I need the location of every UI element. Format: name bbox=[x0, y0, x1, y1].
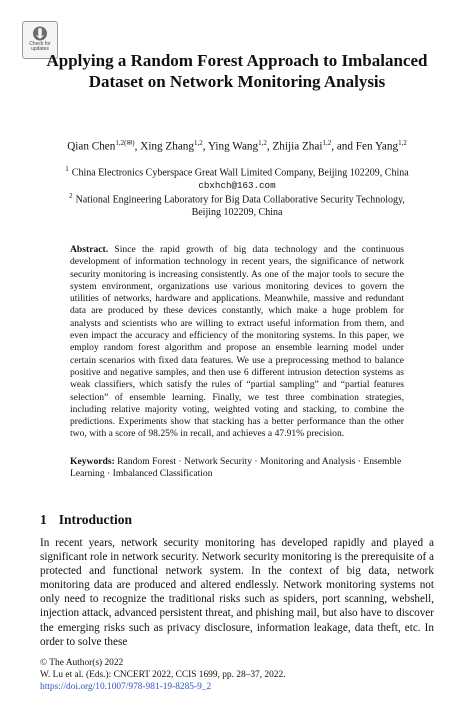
author-separator: , and bbox=[331, 140, 356, 153]
affiliation-2-city: Beijing 102209, China bbox=[191, 206, 283, 218]
author-affiliation-marker: 1,2 bbox=[194, 139, 203, 147]
section-title: Introduction bbox=[58, 512, 133, 527]
section-heading bbox=[40, 512, 132, 528]
author-list bbox=[20, 136, 454, 154]
affiliation-1 bbox=[40, 163, 434, 192]
affiliation-1-number: 1 bbox=[65, 165, 69, 173]
affiliation-1-text: China Electronics Cyberspace Great Wall Limited Company, Beijing 102209, China bbox=[71, 167, 409, 179]
author-separator: , bbox=[134, 140, 141, 153]
abstract-text: Since the rapid growth of big data technology and the continuous development of information technology in recent years, the significance of network security monitoring is increasing consistently. As one of the major tools to secure the system environment, organizations use various monitoring devices to govern the utilities of networks, hardware and applications. Meanwhile, massive and redundant data are produced by these devices constantly, which make a huge problem for analysts and scientists who are willing to extract useful information from them, and even impact the accuracy and efficiency of the monitoring systems. In this paper, we employ random forest algorithm and propose an ensemble learning model under certain scenarios with fixed data features. We use a preprocessing method to balance positive and negative samples, and then use 6 different intrusion detection systems as weak classifiers, which satisfy the rules of “partial sampling” and “partial features selection” of ensemble learning. Finally, we test three combination strategies, including relative majority voting, weighted voting and stacking, to combine the predictions. Experiments show that stacking has a better performance than the other two, with a score of 98.25% in recall, and achieves a 47.91% precision. bbox=[70, 244, 404, 440]
affiliation-2-number: 2 bbox=[69, 192, 73, 200]
author-separator: , bbox=[202, 140, 208, 153]
intro-paragraph: In recent years, network security monitoring has developed rapidly and played a significant role in network security. Network security monitoring is the prerequisite of a protected and functional network system. In the context of big data, network monitoring data are produced and altered endlessly. Network monitoring systems not only need to recognize the traditional risks such as spiders, port scanning, webshell, injection attack, advanced persistent threat, and phishing mail, but also have to discover the emerging risks such as privacy disclosure, information leakage, data theft, etc. In order to solve these bbox=[40, 537, 434, 648]
check-for-updates-label: Check for updates bbox=[29, 41, 51, 52]
author-affiliation-marker: 1,2 bbox=[322, 139, 332, 147]
keywords bbox=[70, 456, 404, 481]
author-name: Fen Yang bbox=[355, 140, 399, 153]
author-name: Ying Wang bbox=[207, 140, 259, 153]
author-name: Zhijia Zhai bbox=[272, 140, 323, 153]
doi-link[interactable]: https://doi.org/10.1007/978-981-19-8285-9_2 bbox=[40, 682, 212, 692]
keywords-text: Random Forest · Network Security · Monitoring and Analysis · Ensemble Learning · Imbalanced Classification bbox=[70, 456, 402, 480]
copyright-line: © The Author(s) 2022 bbox=[40, 658, 124, 668]
affiliation-2 bbox=[40, 190, 434, 219]
check-for-updates-icon bbox=[32, 25, 48, 42]
citation-line: W. Lu et al. (Eds.): CNCERT 2022, CCIS 1699, pp. 28–37, 2022. bbox=[40, 670, 286, 680]
paper-title: Applying a Random Forest Approach to Imbalanced Dataset on Network Monitoring Analysis bbox=[46, 51, 428, 91]
author-name: Qian Chen bbox=[67, 140, 116, 153]
author-name: Xing Zhang bbox=[140, 140, 194, 153]
author-separator: , bbox=[266, 140, 273, 153]
author-email[interactable]: cbxhch@163.com bbox=[198, 179, 276, 191]
abstract bbox=[70, 244, 404, 441]
author-affiliation-marker: 1,2 bbox=[398, 139, 407, 147]
affiliation-2-text: National Engineering Laboratory for Big Data Collaborative Security Technology, bbox=[75, 194, 405, 206]
author-affiliation-marker: 1,2 bbox=[258, 139, 267, 147]
section-number: 1 bbox=[40, 512, 47, 527]
footer bbox=[40, 657, 286, 693]
author-affiliation-marker: 1,2(✉) bbox=[115, 139, 135, 147]
keywords-label: Keywords: bbox=[70, 456, 115, 467]
abstract-label: Abstract. bbox=[70, 244, 109, 255]
